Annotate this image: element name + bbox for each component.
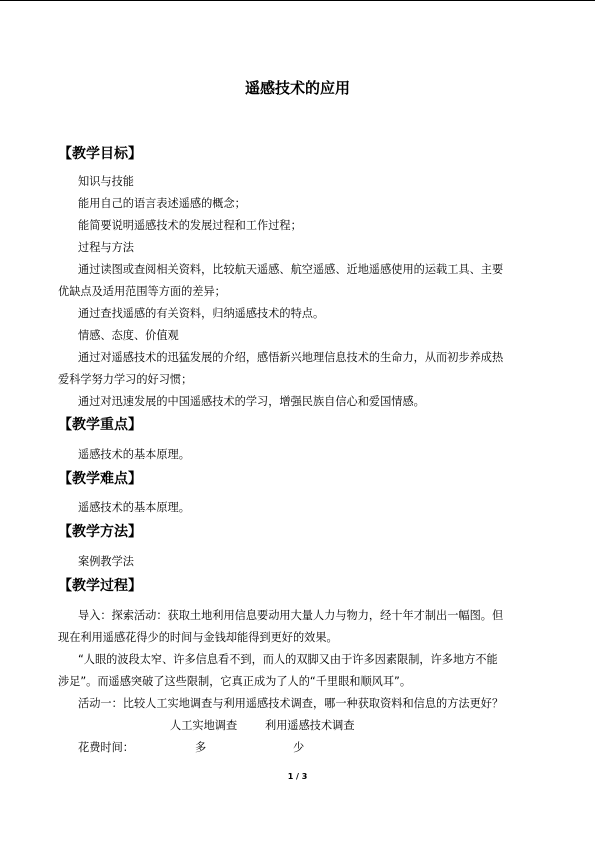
process-line-3: “人眼的波段太窄、许多信息看不到，而人的双脚又由于许多因素限制，许多地方不能 (78, 653, 498, 666)
comparison-value-remote: 少 (293, 741, 305, 754)
document-title: 遥感技术的应用 (244, 79, 350, 97)
key-points-line-1: 遥感技术的基本原理。 (78, 448, 190, 461)
objectives-line-8: 情感、态度、价值观 (78, 329, 179, 342)
objectives-line-5: 通过读图或查阅相关资料，比较航天遥感、航空遥感、近地遥感使用的运载工具、主要 (78, 263, 504, 276)
process-line-1: 导入：探索活动：获取土地利用信息要动用大量人力与物力，经十年才制出一幅图。但 (78, 609, 504, 622)
process-line-4: 涉足”。而遥感突破了这些限制，它真正成为了人的“千里眼和顺风耳”。 (58, 675, 412, 688)
comparison-row-label: 花费时间： (78, 741, 134, 754)
comparison-value-manual: 多 (195, 741, 207, 754)
heading-objectives: 【教学目标】 (58, 146, 142, 162)
header-rule (0, 0, 595, 1)
objectives-line-9: 通过对遥感技术的迅猛发展的介绍，感悟新兴地理信息技术的生命力，从而初步养成热 (78, 351, 504, 364)
difficulties-line-1: 遥感技术的基本原理。 (78, 501, 190, 514)
objectives-line-3: 能简要说明遥感技术的发展过程和工作过程； (78, 219, 302, 232)
heading-process: 【教学过程】 (58, 578, 142, 594)
page-number: 1 / 3 (287, 772, 308, 781)
objectives-line-2: 能用自己的语言表述遥感的概念； (78, 197, 246, 210)
comparison-header-remote: 利用遥感技术调查 (265, 719, 355, 732)
heading-difficulties: 【教学难点】 (58, 471, 142, 487)
objectives-line-4: 过程与方法 (78, 241, 134, 254)
objectives-line-11: 通过对迅速发展的中国遥感技术的学习，增强民族自信心和爱国情感。 (78, 395, 425, 408)
process-line-2: 现在利用遥感花得少的时间与金钱却能得到更好的效果。 (58, 631, 338, 644)
objectives-line-6: 优缺点及适用范围等方面的差异； (58, 285, 226, 298)
comparison-header-manual: 人工实地调查 (170, 719, 238, 732)
methods-line-1: 案例教学法 (78, 555, 134, 568)
heading-methods: 【教学方法】 (58, 524, 142, 540)
objectives-line-7: 通过查找遥感的有关资料，归纳遥感技术的特点。 (78, 307, 325, 320)
objectives-line-1: 知识与技能 (78, 175, 134, 188)
objectives-line-10: 爱科学努力学习的好习惯； (58, 373, 193, 386)
process-line-5: 活动一：比较人工实地调查与利用遥感技术调查，哪一种获取资料和信息的方法更好？ (78, 697, 504, 710)
heading-key-points: 【教学重点】 (58, 417, 142, 433)
